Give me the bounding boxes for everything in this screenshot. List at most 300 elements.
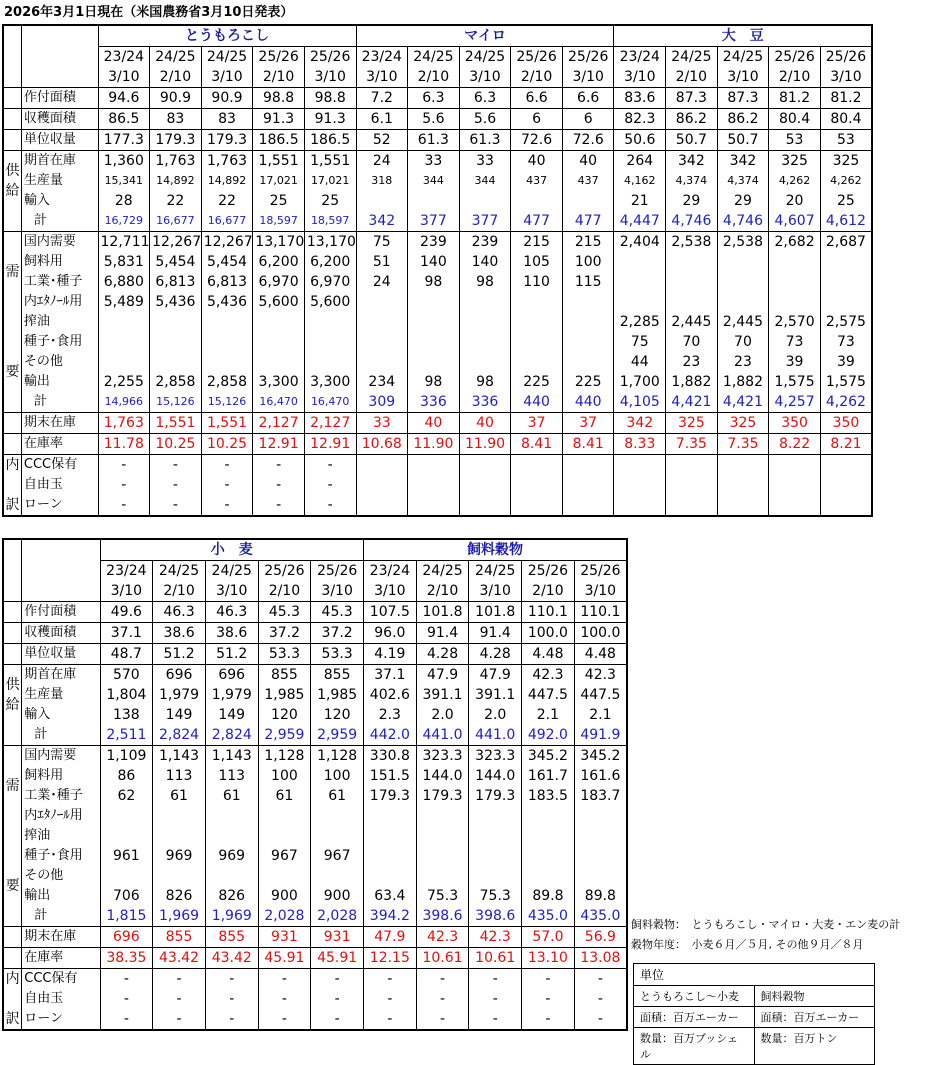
- year-header: 24/25: [459, 47, 511, 68]
- cell-value: 80.4: [769, 109, 821, 130]
- cell-value: 107.5: [364, 602, 417, 623]
- cell-value: -: [574, 969, 627, 990]
- section-supply: 供 給: [3, 151, 21, 232]
- section-breakdown: 内 訳: [3, 455, 21, 517]
- cell-value: 826: [205, 886, 258, 906]
- cell-value: [416, 846, 469, 866]
- cell-value: 7.35: [717, 434, 769, 455]
- cell-value: [614, 272, 666, 292]
- year-header: 23/24: [364, 561, 417, 582]
- cell-value: 4,746: [717, 211, 769, 232]
- table-wheat-feedgrain: [2, 538, 628, 1031]
- cell-value: [253, 352, 305, 372]
- cell-value: 50.7: [717, 130, 769, 151]
- cell-value: 4,421: [717, 392, 769, 413]
- cell-value: 477: [562, 211, 614, 232]
- cell-value: 14,892: [201, 171, 253, 191]
- cell-value: 10.68: [356, 434, 408, 455]
- cell-value: 1,143: [153, 746, 206, 767]
- cell-value: [717, 495, 769, 516]
- cell-value: 42.3: [416, 927, 469, 948]
- cell-value: 2,445: [717, 312, 769, 332]
- year-header: 24/25: [150, 47, 202, 68]
- cell-value: 61: [258, 786, 311, 806]
- cell-value: 391.1: [416, 685, 469, 705]
- cell-value: 5,454: [201, 252, 253, 272]
- cell-value: 1,128: [258, 746, 311, 767]
- cell-value: [459, 455, 511, 476]
- cell-value: 94.6: [98, 88, 150, 109]
- row-label: 内ｴﾀﾉｰﾙ用: [22, 806, 100, 826]
- cell-value: 1,985: [258, 685, 311, 705]
- cell-value: -: [100, 969, 153, 990]
- cell-value: 4.19: [364, 644, 417, 665]
- cell-value: [511, 475, 563, 495]
- cell-value: [666, 475, 718, 495]
- year-header: 25/26: [258, 561, 311, 582]
- date-header: 2/10: [150, 67, 202, 88]
- cell-value: 37.2: [311, 623, 364, 644]
- cell-value: [717, 455, 769, 476]
- cell-value: 4.48: [574, 644, 627, 665]
- cell-value: 42.3: [574, 665, 627, 686]
- cell-value: 29: [666, 191, 718, 211]
- cell-value: [356, 455, 408, 476]
- cell-value: 900: [258, 886, 311, 906]
- cell-value: 140: [408, 252, 460, 272]
- cell-value: 8.22: [769, 434, 821, 455]
- cell-value: [205, 806, 258, 826]
- unit-col2-area: 面積：百万エーカー: [755, 1007, 875, 1028]
- year-header: 24/25: [469, 561, 522, 582]
- date-header: 2/10: [666, 67, 718, 88]
- cell-value: 264: [614, 151, 666, 172]
- cell-value: 4,105: [614, 392, 666, 413]
- cell-value: -: [364, 969, 417, 990]
- date-header: 3/10: [717, 67, 769, 88]
- cell-value: [820, 475, 872, 495]
- cell-value: 1,979: [153, 685, 206, 705]
- date-header: 2/10: [258, 581, 311, 602]
- cell-value: 2,127: [253, 413, 305, 434]
- year-header: 25/26: [511, 47, 563, 68]
- cell-value: 900: [311, 886, 364, 906]
- cell-value: 2,127: [304, 413, 356, 434]
- date-header: 3/10: [356, 67, 408, 88]
- cell-value: 342: [717, 151, 769, 172]
- cell-value: 75: [614, 332, 666, 352]
- year-header: 25/26: [253, 47, 305, 68]
- cell-value: -: [469, 1009, 522, 1030]
- date-header: 3/10: [205, 581, 258, 602]
- cell-value: [408, 292, 460, 312]
- cell-value: 6.3: [459, 88, 511, 109]
- cell-value: 4,374: [666, 171, 718, 191]
- table-corn-milo-soy: [2, 24, 873, 517]
- section-breakdown: 内 訳: [3, 969, 22, 1031]
- cell-value: [459, 332, 511, 352]
- cell-value: 12.15: [364, 948, 417, 969]
- cell-value: 100.0: [522, 623, 575, 644]
- cell-value: -: [201, 455, 253, 476]
- year-header: 24/25: [408, 47, 460, 68]
- cell-value: 7.2: [356, 88, 408, 109]
- cell-value: 56.9: [574, 927, 627, 948]
- cell-value: 2.1: [574, 705, 627, 725]
- cell-value: [408, 495, 460, 516]
- unit-col2-qty: 数量：百万トン: [760, 1032, 838, 1045]
- cell-value: -: [205, 969, 258, 990]
- cell-value: 29: [717, 191, 769, 211]
- unit-col1-area: 面積：百万エーカー: [634, 1007, 755, 1028]
- cell-value: 24: [356, 151, 408, 172]
- cell-value: 70: [666, 332, 718, 352]
- cell-value: 1,143: [205, 746, 258, 767]
- row-label: 在庫率: [22, 948, 100, 969]
- row-label: 単位収量: [21, 130, 98, 151]
- cell-value: 53.3: [311, 644, 364, 665]
- cell-value: 4.28: [469, 644, 522, 665]
- cell-value: [574, 826, 627, 846]
- cell-value: 96.0: [364, 623, 417, 644]
- year-header: 24/25: [416, 561, 469, 582]
- cell-value: 115: [562, 272, 614, 292]
- cell-value: 345.2: [522, 746, 575, 767]
- cell-value: 73: [769, 332, 821, 352]
- cell-value: -: [311, 1009, 364, 1030]
- cell-value: 98: [408, 372, 460, 392]
- cell-value: 855: [153, 927, 206, 948]
- cell-value: [253, 332, 305, 352]
- cell-value: -: [522, 989, 575, 1009]
- cell-value: 2.3: [364, 705, 417, 725]
- cell-value: 91.3: [253, 109, 305, 130]
- cell-value: [820, 292, 872, 312]
- cell-value: [356, 352, 408, 372]
- cell-value: 25: [820, 191, 872, 211]
- cell-value: 1,969: [205, 906, 258, 927]
- cell-value: 12,267: [201, 232, 253, 253]
- cell-value: 2,824: [205, 725, 258, 746]
- cell-value: 28: [98, 191, 150, 211]
- cell-value: 2,255: [98, 372, 150, 392]
- cell-value: 14,892: [150, 171, 202, 191]
- year-header: 25/26: [304, 47, 356, 68]
- cell-value: [562, 352, 614, 372]
- row-label: 国内需要: [22, 746, 100, 767]
- cell-value: [614, 495, 666, 516]
- cell-value: 234: [356, 372, 408, 392]
- cell-value: 98.8: [253, 88, 305, 109]
- section-demand: 需 要: [3, 746, 22, 927]
- cell-value: 1,551: [201, 413, 253, 434]
- cell-value: 5,831: [98, 252, 150, 272]
- cell-value: 5,454: [150, 252, 202, 272]
- cell-value: 161.6: [574, 766, 627, 786]
- cell-value: 16,677: [150, 211, 202, 232]
- cell-value: [769, 252, 821, 272]
- year-header: 24/25: [153, 561, 206, 582]
- cell-value: 969: [205, 846, 258, 866]
- notes: [631, 915, 900, 955]
- year-header: 23/24: [100, 561, 153, 582]
- cell-value: 435.0: [574, 906, 627, 927]
- cell-value: 61: [153, 786, 206, 806]
- cell-value: [769, 272, 821, 292]
- section-blank: [3, 948, 22, 969]
- cell-value: 336: [459, 392, 511, 413]
- cell-value: 1,882: [666, 372, 718, 392]
- row-label: 輸出: [22, 886, 100, 906]
- cell-value: 82.3: [614, 109, 666, 130]
- cell-value: -: [201, 475, 253, 495]
- cell-value: 4,746: [666, 211, 718, 232]
- cell-value: 6: [511, 109, 563, 130]
- cell-value: 325: [666, 413, 718, 434]
- cell-value: 441.0: [416, 725, 469, 746]
- cell-value: 6.6: [562, 88, 614, 109]
- row-label: 種子･食用: [22, 846, 100, 866]
- cell-value: 83: [150, 109, 202, 130]
- cell-value: [304, 312, 356, 332]
- cell-value: 225: [511, 372, 563, 392]
- cell-value: [100, 866, 153, 886]
- cell-value: 44: [614, 352, 666, 372]
- cell-value: 1,763: [98, 413, 150, 434]
- cell-value: 1,551: [304, 151, 356, 172]
- cell-value: [562, 475, 614, 495]
- cell-value: 20: [769, 191, 821, 211]
- cell-value: -: [100, 1009, 153, 1030]
- cell-value: [356, 332, 408, 352]
- unit-box: [633, 963, 875, 1065]
- cell-value: [150, 332, 202, 352]
- cell-value: 215: [562, 232, 614, 253]
- cell-value: 1,575: [820, 372, 872, 392]
- cell-value: [459, 495, 511, 516]
- cell-value: 43.42: [205, 948, 258, 969]
- cell-value: 2,538: [666, 232, 718, 253]
- cell-value: 89.8: [522, 886, 575, 906]
- cell-value: [820, 495, 872, 516]
- row-label: 期末在庫: [22, 927, 100, 948]
- cell-value: 11.90: [459, 434, 511, 455]
- cell-value: [511, 455, 563, 476]
- cell-value: 6,200: [253, 252, 305, 272]
- cell-value: [311, 806, 364, 826]
- row-label: 収穫面積: [21, 109, 98, 130]
- cell-value: 1,700: [614, 372, 666, 392]
- cell-value: 100: [562, 252, 614, 272]
- cell-value: 72.6: [511, 130, 563, 151]
- cell-value: 447.5: [522, 685, 575, 705]
- cell-value: 90.9: [201, 88, 253, 109]
- cell-value: 33: [408, 151, 460, 172]
- cell-value: 110.1: [574, 602, 627, 623]
- cell-value: [100, 806, 153, 826]
- cell-value: 61.3: [459, 130, 511, 151]
- cell-value: -: [205, 1009, 258, 1030]
- cell-value: -: [469, 989, 522, 1009]
- row-label: 計: [21, 392, 98, 413]
- cell-value: 323.3: [416, 746, 469, 767]
- cell-value: [364, 846, 417, 866]
- cell-value: 398.6: [416, 906, 469, 927]
- group-header: 飼料穀物: [364, 539, 628, 561]
- cell-value: [562, 455, 614, 476]
- cell-value: 83: [201, 109, 253, 130]
- cell-value: 39: [820, 352, 872, 372]
- section-demand: 需 要: [3, 232, 21, 413]
- cell-value: 492.0: [522, 725, 575, 746]
- date-header: 2/10: [511, 67, 563, 88]
- row-label: CCC保有: [22, 969, 100, 990]
- cell-value: [717, 292, 769, 312]
- cell-value: 440: [562, 392, 614, 413]
- cell-value: 696: [100, 927, 153, 948]
- section-blank: [3, 130, 21, 151]
- date-header: 3/10: [614, 67, 666, 88]
- cell-value: [614, 292, 666, 312]
- corner-side: [3, 25, 21, 88]
- cell-value: [408, 332, 460, 352]
- cell-value: [769, 292, 821, 312]
- cell-value: 1,763: [201, 151, 253, 172]
- date-header: 3/10: [100, 581, 153, 602]
- section-blank: [3, 927, 22, 948]
- cell-value: [304, 352, 356, 372]
- cell-value: 12,267: [150, 232, 202, 253]
- cell-value: -: [311, 969, 364, 990]
- row-label: 計: [21, 211, 98, 232]
- cell-value: 63.4: [364, 886, 417, 906]
- cell-value: [416, 866, 469, 886]
- year-header: 25/26: [311, 561, 364, 582]
- row-label: 自由玉: [22, 989, 100, 1009]
- cell-value: 177.3: [98, 130, 150, 151]
- date-header: 3/10: [469, 581, 522, 602]
- cell-value: [153, 826, 206, 846]
- cell-value: 826: [153, 886, 206, 906]
- cell-value: [769, 495, 821, 516]
- cell-value: 2.0: [416, 705, 469, 725]
- cell-value: 13.08: [574, 948, 627, 969]
- row-label: その他: [21, 352, 98, 372]
- cell-value: 6.3: [408, 88, 460, 109]
- cell-value: 22: [201, 191, 253, 211]
- unit-col2-head: 飼料穀物: [755, 986, 875, 1007]
- cell-value: 100: [311, 766, 364, 786]
- cell-value: 318: [356, 171, 408, 191]
- cell-value: [356, 292, 408, 312]
- cell-value: [258, 866, 311, 886]
- section-blank: [3, 88, 21, 109]
- cell-value: [408, 352, 460, 372]
- cell-value: 75.3: [416, 886, 469, 906]
- cell-value: [614, 455, 666, 476]
- cell-value: 43.42: [153, 948, 206, 969]
- cell-value: -: [253, 455, 305, 476]
- cell-value: -: [304, 475, 356, 495]
- cell-value: 239: [408, 232, 460, 253]
- cell-value: 967: [258, 846, 311, 866]
- cell-value: 113: [153, 766, 206, 786]
- year-header: 24/25: [666, 47, 718, 68]
- row-label: 種子･食用: [21, 332, 98, 352]
- cell-value: 37: [562, 413, 614, 434]
- cell-value: 491.9: [574, 725, 627, 746]
- cell-value: 100: [258, 766, 311, 786]
- unit-col1-qty: 数量：百万ブッシェル: [634, 1028, 755, 1064]
- cell-value: [469, 846, 522, 866]
- cell-value: 17,021: [304, 171, 356, 191]
- cell-value: 2,824: [153, 725, 206, 746]
- cell-value: [820, 455, 872, 476]
- date-header: 3/10: [820, 67, 872, 88]
- cell-value: [511, 292, 563, 312]
- cell-value: 50.7: [666, 130, 718, 151]
- cell-value: 42.3: [469, 927, 522, 948]
- cell-value: 37.2: [258, 623, 311, 644]
- cell-value: 179.3: [364, 786, 417, 806]
- row-label: 収穫面積: [22, 623, 100, 644]
- cell-value: 6.6: [511, 88, 563, 109]
- cell-value: 186.5: [304, 130, 356, 151]
- cell-value: 855: [205, 927, 258, 948]
- cell-value: [150, 312, 202, 332]
- cell-value: 6,970: [253, 272, 305, 292]
- row-label: 期首在庫: [22, 665, 100, 686]
- cell-value: [364, 866, 417, 886]
- cell-value: [416, 826, 469, 846]
- cell-value: [820, 272, 872, 292]
- cell-value: [258, 826, 311, 846]
- cell-value: [364, 806, 417, 826]
- cell-value: 1,815: [100, 906, 153, 927]
- cell-value: 23: [666, 352, 718, 372]
- cell-value: 149: [153, 705, 206, 725]
- date-header: 3/10: [562, 67, 614, 88]
- date-header: 3/10: [574, 581, 627, 602]
- cell-value: 377: [459, 211, 511, 232]
- row-label: 作付面積: [22, 602, 100, 623]
- cell-value: 179.3: [201, 130, 253, 151]
- cell-value: 3,300: [253, 372, 305, 392]
- cell-value: 398.6: [469, 906, 522, 927]
- cell-value: 325: [769, 151, 821, 172]
- cell-value: 12.91: [304, 434, 356, 455]
- cell-value: 12.91: [253, 434, 305, 455]
- cell-value: 2,687: [820, 232, 872, 253]
- cell-value: 447.5: [574, 685, 627, 705]
- cell-value: 5,600: [253, 292, 305, 312]
- cell-value: 5.6: [459, 109, 511, 130]
- cell-value: 6,970: [304, 272, 356, 292]
- cell-value: [100, 826, 153, 846]
- cell-value: 151.5: [364, 766, 417, 786]
- cell-value: 435.0: [522, 906, 575, 927]
- cell-value: 186.5: [253, 130, 305, 151]
- cell-value: 855: [311, 665, 364, 686]
- corner-side: [3, 539, 22, 602]
- cell-value: 98.8: [304, 88, 356, 109]
- cell-value: 50.6: [614, 130, 666, 151]
- cell-value: -: [574, 1009, 627, 1030]
- cell-value: 22: [150, 191, 202, 211]
- year-header: 25/26: [769, 47, 821, 68]
- cell-value: -: [150, 455, 202, 476]
- cell-value: 14,966: [98, 392, 150, 413]
